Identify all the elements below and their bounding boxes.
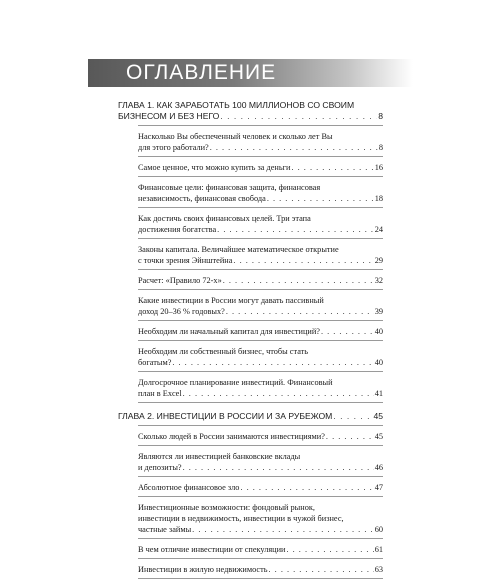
toc-entry[interactable]	[138, 372, 383, 403]
page-number: 47	[374, 483, 383, 492]
toc-entry[interactable]	[138, 321, 383, 341]
toc-entry[interactable]	[138, 270, 383, 290]
page-title: ОГЛАВЛЕНИЕ	[126, 61, 277, 84]
page-number: 60	[374, 525, 383, 534]
dot-leader	[183, 462, 374, 473]
entry-title-line: для этого работали?	[138, 143, 209, 152]
page-number: 8	[378, 143, 383, 152]
dot-leader	[210, 142, 378, 153]
page-number: 32	[374, 276, 383, 285]
dot-leader	[292, 162, 374, 173]
page-number: 18	[374, 194, 383, 203]
dot-leader	[233, 255, 373, 266]
entry-title-line: достижения богатства	[138, 225, 217, 234]
page-number: 45	[374, 432, 383, 441]
dot-leader	[333, 411, 372, 422]
entry-title-line: Инвестиционные возможности: фондовый рынок,	[138, 503, 315, 512]
entry-title-line: Самое ценное, что можно купить за деньги	[138, 163, 291, 172]
entry-title-line: Законы капитала. Величайшее математическое открытие	[138, 245, 339, 254]
page-number: 61	[374, 545, 383, 554]
chapter-1-heading[interactable]	[118, 100, 383, 122]
chapter-title-line: ГЛАВА 2. ИНВЕСТИЦИИ В РОССИИ И ЗА РУБЕЖОМ	[118, 411, 333, 421]
entry-title-line: Абсолютное финансовое зло	[138, 483, 240, 492]
entry-title-line: Необходим ли начальный капитал для инвестиций?	[138, 327, 320, 336]
entry-title-line: Какие инвестиции в России могут давать пассивный	[138, 296, 324, 305]
dot-leader	[240, 482, 373, 493]
entry-title-line: частные займы	[138, 525, 192, 534]
entry-title-line: доход 20–36 % годовых?	[138, 307, 225, 316]
entry-title-line: Являются ли инвестицией банковские вклады	[138, 452, 301, 461]
dot-leader	[223, 275, 374, 286]
toc-entry[interactable]	[138, 239, 383, 270]
entry-title-line: Долгосрочное планирование инвестиций. Финансовый	[138, 378, 333, 387]
entry-title-line: инвестиции в недвижимость, инвестиции в чужой бизнес,	[138, 514, 344, 523]
toc-entry[interactable]	[138, 177, 383, 208]
entry-title-line: план в Excel	[138, 389, 182, 398]
dot-leader	[183, 388, 374, 399]
dot-leader	[269, 564, 374, 575]
page-number: 29	[374, 256, 383, 265]
dot-leader	[172, 357, 373, 368]
chapter-title-line: ГЛАВА 1. КАК ЗАРАБОТАТЬ 100 МИЛЛИОНОВ СО СВОИМ	[118, 100, 355, 110]
chapter-title-line: БИЗНЕСОМ И БЕЗ НЕГО	[118, 111, 220, 121]
page-number: 63	[374, 565, 383, 574]
entry-title-line: Необходим ли собственный бизнес, чтобы стать	[138, 347, 309, 356]
page-number: 40	[374, 358, 383, 367]
toc-entry[interactable]	[138, 208, 383, 239]
page-number: 24	[374, 225, 383, 234]
page-number: 16	[374, 163, 383, 172]
toc-entry[interactable]	[138, 539, 383, 559]
page-number: 41	[374, 389, 383, 398]
dot-leader	[321, 326, 374, 337]
page-number: 8	[378, 111, 383, 121]
page-number: 45	[373, 411, 383, 421]
entry-title-line: Расчет: «Правило 72-х»	[138, 276, 222, 285]
entry-title-line: Насколько Вы обеспеченный человек и сколько лет Вы	[138, 132, 333, 141]
page-number: 46	[374, 463, 383, 472]
chapter-2-heading[interactable]	[118, 411, 383, 422]
entry-title-line: и депозиты?	[138, 463, 182, 472]
entry-title-line: с точки зрения Эйнштейна	[138, 256, 233, 265]
dot-leader	[326, 431, 374, 442]
toc-entry[interactable]	[138, 341, 383, 372]
toc-entry[interactable]	[138, 559, 383, 579]
entry-title-line: Инвестиции в жилую недвижимость	[138, 565, 268, 574]
toc-entry[interactable]	[138, 446, 383, 477]
entry-title-line: Финансовые цели: финансовая защита, финансовая	[138, 183, 321, 192]
entry-title-line: Сколько людей в России занимаются инвестициями?	[138, 432, 325, 441]
entry-title-line: независимость, финансовая свобода	[138, 194, 266, 203]
page-number: 40	[374, 327, 383, 336]
toc-entry[interactable]	[138, 497, 383, 539]
dot-leader	[217, 224, 374, 235]
dot-leader	[226, 306, 374, 317]
toc-entry[interactable]	[138, 425, 383, 446]
page-number: 39	[374, 307, 383, 316]
toc-entry[interactable]	[138, 290, 383, 321]
entry-title-line: богатым?	[138, 358, 172, 367]
toc-entry[interactable]	[138, 125, 383, 157]
dot-leader	[220, 111, 377, 122]
table-of-contents	[118, 100, 383, 579]
toc-entry[interactable]	[138, 157, 383, 177]
dot-leader	[192, 524, 374, 535]
entry-title-line: Как достичь своих финансовых целей. Три этапа	[138, 214, 311, 223]
entry-title-line: В чем отличие инвестиции от спекуляции	[138, 545, 286, 554]
toc-entry[interactable]	[138, 477, 383, 497]
dot-leader	[287, 544, 374, 555]
dot-leader	[267, 193, 374, 204]
